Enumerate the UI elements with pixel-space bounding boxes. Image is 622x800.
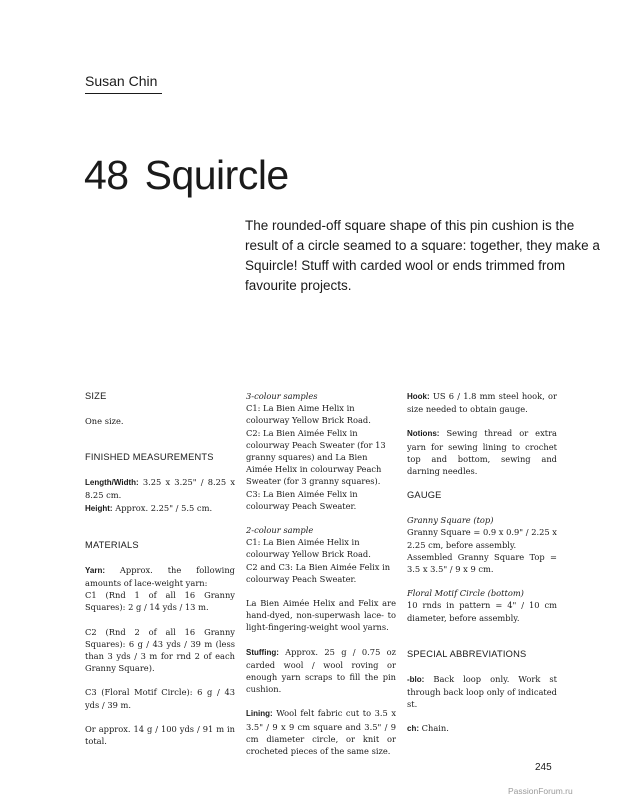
blo-text: Back loop only. Work st through back loop only of indicated st. — [407, 673, 557, 710]
two-colour-c1: C1: La Bien Aimée Helix in colourway Yellow Brick Road. — [246, 537, 371, 560]
lining-text: Wool felt fabric cut to 3.5 x 3.5" / 9 x 9 cm square and 3.5" / 9 cm diameter circle, or knit or crocheted pieces of the same size. — [246, 708, 397, 757]
yarn-text: Approx. the following amounts of lace-weight yarn: — [85, 564, 235, 589]
c1-amount: C1 (Rnd 1 of all 16 Granny Squares): 2 g / 14 yds / 13 m. — [85, 590, 235, 613]
lining-line — [246, 707, 396, 757]
size-text: One size. — [85, 416, 124, 426]
three-colour-c1: C1: La Bien Aime Helix in colourway Yellow Brick Road. — [246, 403, 371, 426]
three-colour-heading: 3-colour samples — [246, 391, 318, 401]
finished-measurements-heading: FINISHED MEASUREMENTS — [85, 452, 214, 463]
length-text: 3.25 x 3.25" / 8.25 x 8.25 cm. — [85, 477, 235, 501]
hook-label: Hook: — [407, 392, 430, 401]
ch-label: ch: — [407, 724, 419, 734]
notions-line — [407, 427, 557, 477]
page-number: 245 — [535, 762, 552, 773]
stuffing-label: Stuffing: — [246, 647, 279, 657]
author-name: Susan Chin — [85, 73, 158, 89]
materials-heading: MATERIALS — [85, 539, 139, 550]
column-middle — [246, 390, 396, 757]
height-line — [85, 502, 235, 515]
floral-motif-gauge: 10 rnds in pattern = 4" / 10 cm diameter, before assembly. — [407, 600, 557, 623]
stuffing-text: Approx. 25 g / 0.75 oz carded wool / wool roving or enough yarn scraps to fill the pin cushion. — [246, 646, 396, 695]
column-left — [85, 390, 235, 747]
size-heading: SIZE — [85, 391, 107, 401]
three-colour-c3: C3: La Bien Aimée Felix in colourway Peach Sweater. — [246, 488, 358, 511]
blo-line — [407, 673, 557, 711]
pattern-name: Squircle — [144, 152, 289, 198]
c3-amount: C3 (Floral Motif Circle): 6 g / 43 yds / 39 m. — [85, 687, 235, 710]
yarn-line — [85, 564, 235, 589]
hook-line — [407, 390, 557, 415]
height-label: Height: — [85, 503, 113, 513]
granny-square-heading: Granny Square (top) — [407, 515, 494, 526]
length-line — [85, 476, 235, 501]
two-colour-heading: 2-colour sample — [246, 525, 314, 536]
column-right — [407, 390, 557, 736]
two-colour-c2c3: C2 and C3: La Bien Aimée Felix in colourway Peach Sweater. — [246, 561, 391, 584]
blo-label: -blo: — [407, 674, 425, 684]
pattern-title — [84, 150, 289, 200]
ch-line — [407, 722, 557, 735]
floral-motif-heading: Floral Motif Circle (bottom) — [407, 588, 524, 599]
total-amount: Or approx. 14 g / 100 yds / 91 m in total. — [85, 723, 235, 747]
assembled-top-gauge: Assembled Granny Square Top = 3.5 x 3.5" / 9 x 9 cm. — [407, 551, 557, 575]
special-abbreviations-heading: SPECIAL ABBREVIATIONS — [407, 648, 527, 659]
pattern-number: 48 — [84, 152, 129, 198]
granny-square-gauge: Granny Square = 0.9 x 0.9" / 2.25 x 2.25 cm, before assembly. — [407, 527, 557, 550]
author-underline — [85, 93, 162, 94]
watermark: PassionForum.ru — [508, 786, 573, 796]
stuffing-line — [246, 646, 396, 696]
length-label: Length/Width: — [85, 478, 139, 488]
yarn-label: Yarn: — [85, 565, 106, 575]
height-text: Approx. 2.25" / 5.5 cm. — [115, 502, 213, 513]
notions-label: Notions: — [407, 429, 440, 439]
gauge-heading: GAUGE — [407, 490, 442, 501]
notions-text: Sewing thread or extra yarn for sewing lining to crochet top and bottom, sewing and darning needles. — [407, 428, 558, 477]
lining-label: Lining: — [246, 709, 273, 719]
c2-amount: C2 (Rnd 2 of all 16 Granny Squares): 6 g / 43 yds / 39 m (less than 3 yds / 3 m for rnd 2 of each Granny Square). — [85, 626, 235, 674]
intro-paragraph: The rounded-off square shape of this pin cushion is the result of a circle seamed to a square: together, they make a Squircle! Stuff with carded wool or ends trimmed from favourite projects. — [245, 218, 600, 293]
yarn-description: La Bien Aimée Helix and Felix are hand-dyed, non-superwash lace- to light-fingering-weight wool yarns. — [246, 598, 396, 633]
three-colour-c2: C2: La Bien Aimée Felix in colourway Peach Sweater (for 13 granny squares) and La Bien Aimée Helix in colourway Peach Sweater (for 3 granny squares). — [246, 427, 386, 487]
hook-text: US 6 / 1.8 mm steel hook, or size needed to obtain gauge. — [407, 391, 557, 415]
ch-text: Chain. — [421, 723, 449, 734]
